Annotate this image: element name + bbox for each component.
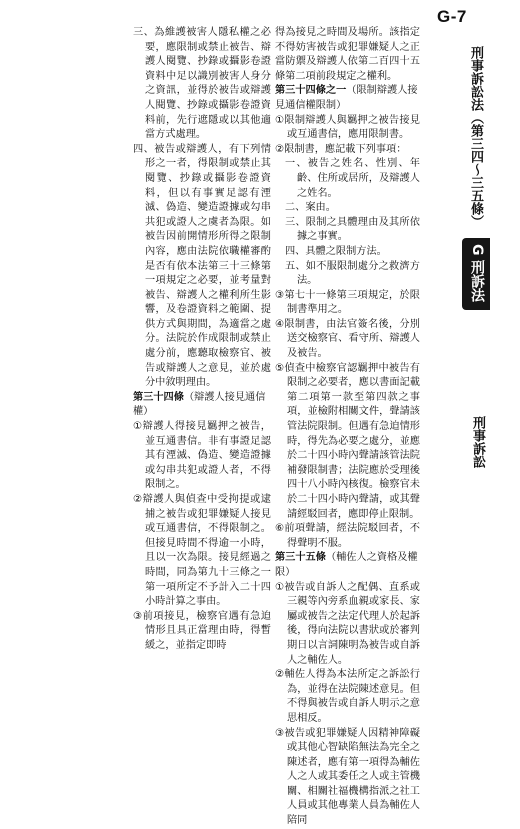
paragraph: 得為接見之時間及場所。該指定不得妨害被告或犯罪嫌疑人之正當防禦及辯護人依第二百四十五條第二項前段規定之權利。 <box>275 27 420 82</box>
article-heading <box>275 551 420 580</box>
paragraph: ⑥前項聲請，經法院駁回者，不得聲明不服。 <box>275 523 420 549</box>
paragraph: ②辯護人與偵查中受拘提或逮捕之被告或犯罪嫌疑人接見或互通書信，不得限制之。但接見時間不得逾一小時，且以一次為限。接見經過之時間，同為第九十三條之一第一項所定不予計入二十四小時計算之事由。 <box>133 494 271 608</box>
paragraph: 四、被告或辯護人，有下列情形之一者，得限制或禁止其閱覽、抄錄或攝影卷證資料，但以有事實足認有湮滅、偽造、變造證據或勾串共犯或證人之虞者為限。如被告因前開情形所得之限制內容，應由法院依職權審酌是否有依本法第三十三條第一項規定之必要，並考量對被告、辯護人之權利所生影響，及卷證資料之範圍、提供方式與期間，為適當之處分。法院於作成限制或禁止處分前，應聽取檢察官、被告或辯護人之意見，並於處分中敘明理由。 <box>133 143 271 389</box>
left-text-column <box>133 26 271 654</box>
list-subitem: 一、被告之姓名、性別、年齡、住所或居所，及辯護人之姓名。 <box>285 158 420 199</box>
paragraph: ①限制辯護人與羈押之被告接見或互通書信，應用限制書。 <box>275 114 420 141</box>
list-subitem: 五、如不服限制處分之救濟方法。 <box>285 260 420 287</box>
paragraph: ④限制書，由法官簽名後，分別送交檢察官、看守所、辯護人及被告。 <box>275 318 420 360</box>
paragraph: 三、為維護被害人隱私權之必要，應限制或禁止被告、辯護人閱覽、抄錄或攝影卷證資料中足以識別被害人身分之資訊，並得於被告或辯護人閱覽、抄錄或攝影卷證資料前，先行遮隱或以其他適當方式處理。 <box>133 27 271 141</box>
paragraph: ①辯護人得接見羈押之被告，並互通書信。非有事證足認其有湮滅、偽造、變造證據或勾串共犯或證人者，不得限制之。 <box>133 421 271 491</box>
paragraph: ③第七十一條第三項規定，於限制書準用之。 <box>275 289 420 316</box>
right-text-column <box>275 26 420 829</box>
article-number: 第三十五條 <box>275 552 326 564</box>
paragraph: ③前項接見，檢察官遇有急迫情形且具正當理由時，得暫緩之，並指定即時 <box>133 610 271 651</box>
paragraph: ①被告或自訴人之配偶、直系或三親等內旁系血親或家長、家屬或被告之法定代理人於起訴後，得向法院以書狀或於審判期日以言詞陳明為被告或自訴人之輔佐人。 <box>275 581 420 666</box>
section-tab-label: G 刑訴法 <box>469 244 485 303</box>
article-heading <box>275 84 420 113</box>
paragraph: ③被告或犯罪嫌疑人因精神障礙或其他心智缺陷無法為完全之陳述者，應有第一項得為輔佐人之人或其委任之人或主管機關、相關社福機構指派之社工人員或其他專業人員為輔佐人陪同 <box>275 727 420 827</box>
paragraph: ②輔佐人得為本法所定之訴訟行為，並得在法院陳述意見。但不得與被告或自訴人明示之意思相反。 <box>275 669 420 724</box>
page-code: G-7 <box>437 7 467 26</box>
article-title: （輔佐人之資格及權限） <box>275 552 418 578</box>
paragraph: ⑤偵查中檢察官認羈押中被告有限制之必要者，應以書面記載第二項第一款至第四款之事項，並檢附相關文件，聲請該管法院限制。但遇有急迫情形時，得先為必要之處分，並應於二十四小時內聲請該管法院補發限制書；法院應於受理後四十八小時內核復。檢察官未於二十四小時內聲請，或其聲請經駁回者，應即停止限制。 <box>275 362 420 520</box>
side-section-label: 刑事訴訟法（第三四～三五條） <box>468 46 483 228</box>
article-number: 第三十四條 <box>133 391 184 403</box>
paragraph: ②限制書，應記載下列事項： <box>275 143 407 155</box>
article-number: 第三十四條之一 <box>275 85 347 97</box>
article-title: （限制辯護人接見通信權限制） <box>275 85 418 111</box>
article-heading <box>133 391 271 420</box>
list-subitem: 二、案由。 <box>285 202 336 214</box>
article-title: （辯護人接見通信權） <box>133 391 266 418</box>
side-footer-label: 刑事訴訟 <box>470 416 485 468</box>
list-subitem: 四、具體之限制方法。 <box>285 245 387 257</box>
list-subitem: 三、限制之具體理由及其所依據之事實。 <box>285 216 420 243</box>
